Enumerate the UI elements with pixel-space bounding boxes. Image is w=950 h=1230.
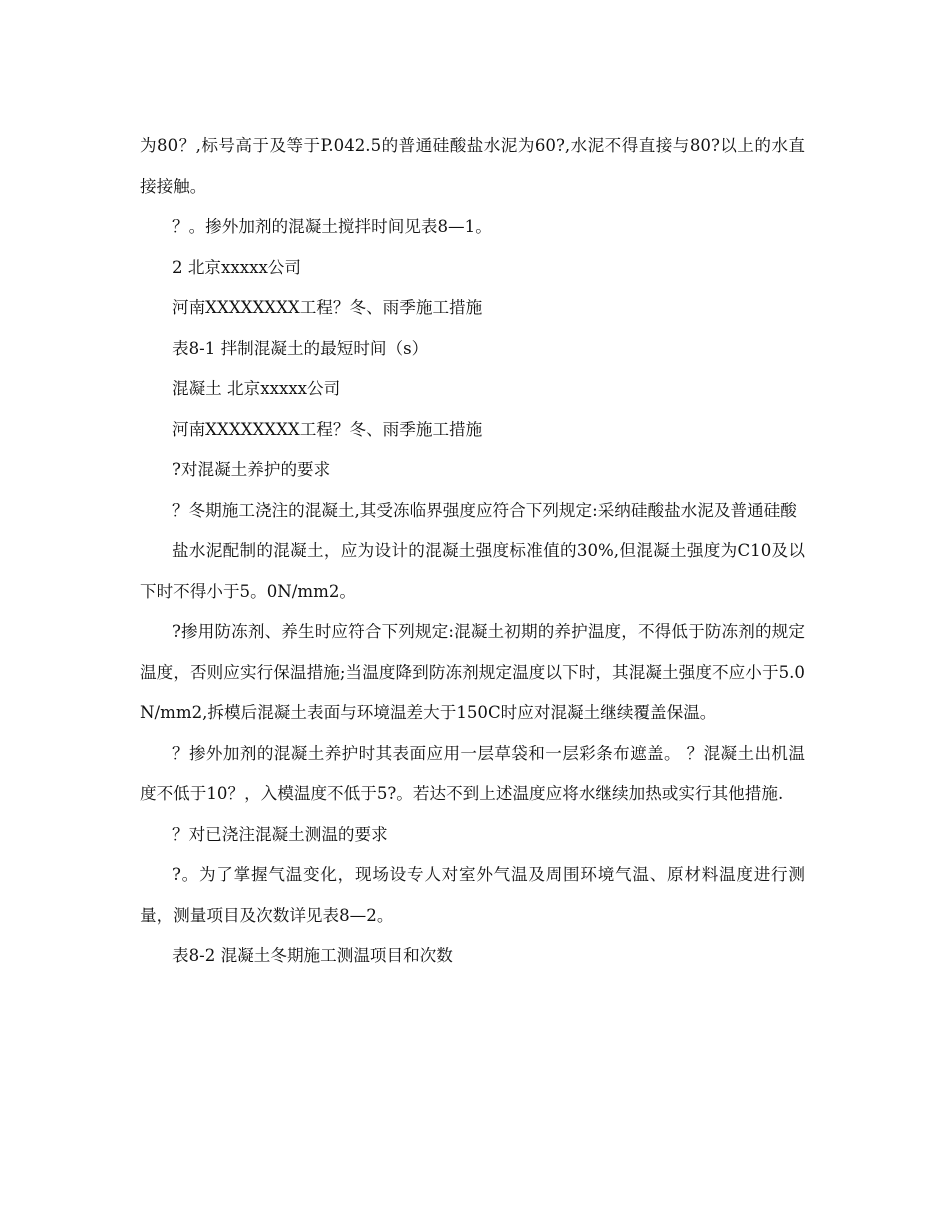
section-heading-curing: ?对混凝土养护的要求 bbox=[172, 460, 331, 479]
page-header-project: 河南XXXXXXXX工程？冬、雨季施工措施 bbox=[172, 298, 483, 317]
section-heading-temperature-measurement: ？对已浇注混凝土测温的要求 bbox=[172, 824, 388, 844]
page-header-project-repeat: 河南XXXXXXXX工程？冬、雨季施工措施 bbox=[172, 419, 483, 439]
paragraph-cement-water-temperature: 为80？,标号高于及等于P.042.5的普通硅酸盐水泥为60?,水泥不得直接与80?以上的水直接接触。 bbox=[140, 136, 805, 196]
table-caption-8-1: 表8-1 拌制混凝土的最短时间（s） bbox=[172, 338, 429, 358]
paragraph-mixing-time-note: ？。掺外加剂的混凝土搅拌时间见表8—1。 bbox=[172, 217, 492, 236]
document-body bbox=[140, 126, 805, 977]
paragraph-strength-standard: 盐水泥配制的混凝土，应为设计的混凝土强度标准值的30%,但混凝土强度为C10及以下时不得小于5。0N/mm2。 bbox=[140, 541, 805, 601]
paragraph-cover-and-temperature: ？掺外加剂的混凝土养护时其表面应用一层草袋和一层彩条布遮盖。 ？混凝土出机温度不低于10？，入模温度不低于5?。若达不到上述温度应将水继续加热或实行其他措施. bbox=[140, 743, 805, 803]
paragraph-critical-strength: ？冬期施工浇注的混凝土,其受冻临界强度应符合下列规定:采纳硅酸盐水泥及普通硅酸 bbox=[172, 500, 797, 520]
table-caption-8-2: 表8-2 混凝土冬期施工测温项目和次数 bbox=[172, 946, 453, 965]
paragraph-antifreeze: ?掺用防冻剂、养生时应符合下列规定:混凝土初期的养护温度，不得低于防冻剂的规定温度，否则应实行保温措施;当温度降到防冻剂规定温度以下时，其混凝土强度不应小于5.0N/mm2,拆模后混凝土表面与环境温差大于150C时应对混凝土继续覆盖保温。 bbox=[140, 622, 805, 722]
page-header-company: 2 北京xxxxx公司 bbox=[172, 257, 301, 277]
table-header-concrete: 混凝土 北京xxxxx公司 bbox=[172, 379, 341, 398]
paragraph-measurement-details: ?。为了掌握气温变化，现场设专人对室外气温及周围环境气温、原材料温度进行测量，测量项目及次数详见表8—2。 bbox=[140, 865, 805, 925]
